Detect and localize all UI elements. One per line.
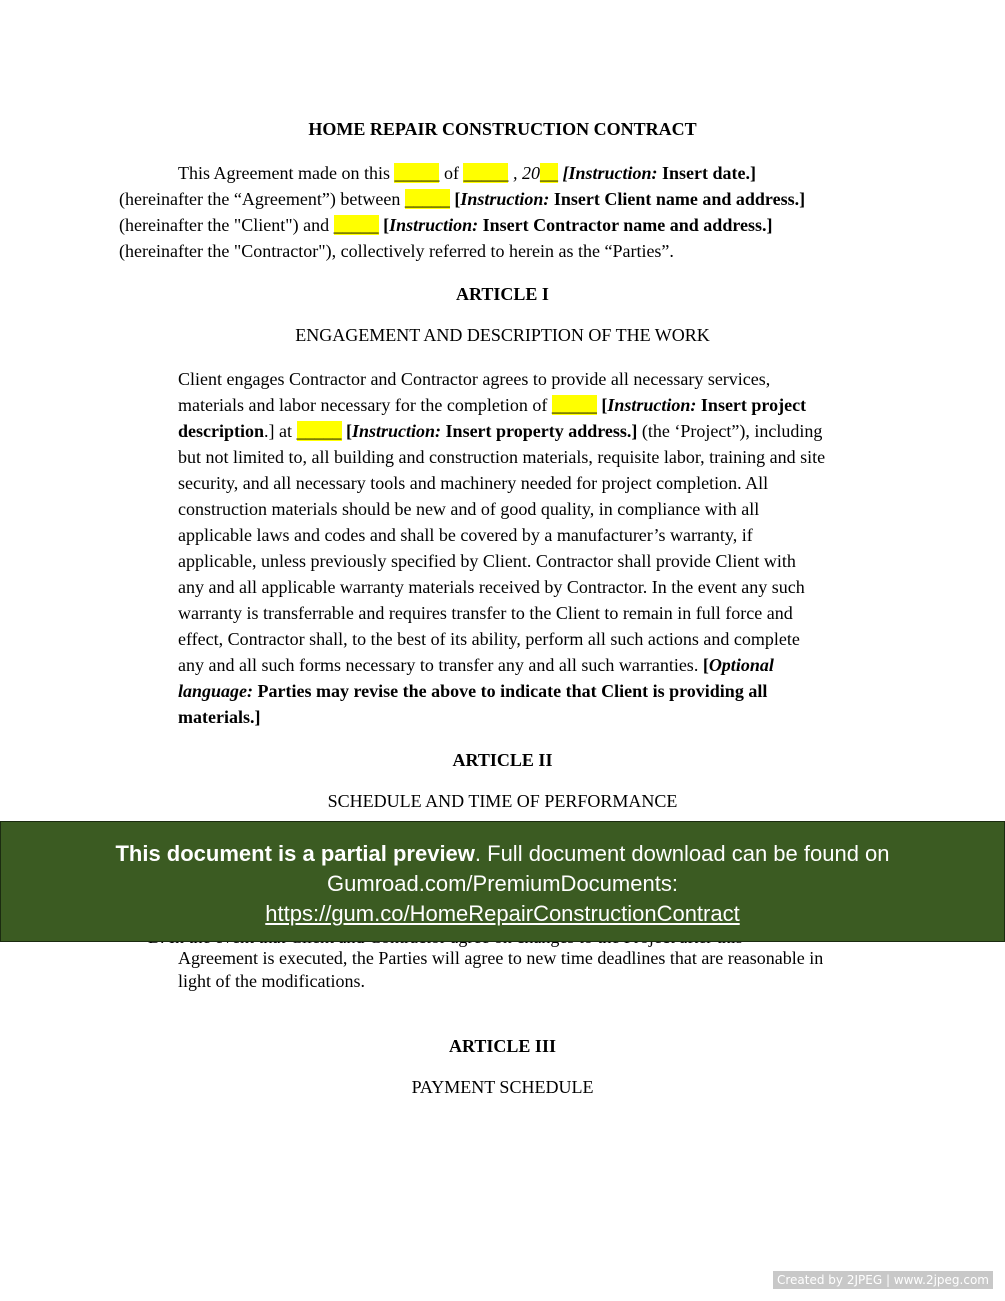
article-1-line-13: language: Parties may revise the above to indicate that Client is providing all — [178, 681, 768, 701]
client-blank[interactable]: _____ — [404, 189, 450, 209]
document-title: HOME REPAIR CONSTRUCTION CONTRACT — [308, 119, 697, 139]
article-3-heading: ARTICLE III — [449, 1036, 556, 1056]
article-1-line-9: any and all applicable warranty materials received by Contractor. In the event any such — [178, 577, 805, 597]
preview-banner — [0, 821, 1005, 942]
contractor-blank[interactable]: _____ — [333, 215, 379, 235]
article-1-line-6: construction materials should be new and of good quality, in compliance with all — [178, 499, 760, 519]
intro-line-3: (hereinafter the "Client") and _____ [Instruction: Insert Contractor name and address.] — [119, 215, 773, 235]
article-2-subheading: SCHEDULE AND TIME OF PERFORMANCE — [327, 791, 678, 811]
banner-line-1: This document is a partial preview. Full document download can be found on — [115, 841, 890, 866]
article-2-line-b: light of the modifications. — [178, 971, 365, 991]
intro-line-1: This Agreement made on this _____ of _____ , 20__ [Instruction: Insert date.] — [178, 163, 756, 183]
article-2-line-a: Agreement is executed, the Parties will agree to new time deadlines that are reasonable in — [178, 948, 824, 968]
month-blank[interactable]: _____ — [463, 163, 509, 183]
year-blank[interactable]: __ — [539, 163, 558, 183]
watermark-label: Created by 2JPEG | www.2jpeg.com — [773, 1271, 993, 1289]
article-1-line-8: applicable, unless previously specified by Client. Contractor shall provide Client with — [178, 551, 796, 571]
intro-line-4: (hereinafter the "Contractor"), collectively referred to herein as the “Parties”. — [119, 241, 674, 261]
article-1-line-12: any and all such forms necessary to transfer any and all such warranties. [Optional — [178, 655, 774, 675]
intro-line-2: (hereinafter the “Agreement”) between _____ [Instruction: Insert Client name and address.] — [119, 189, 806, 209]
download-link[interactable]: https://gum.co/HomeRepairConstructionContract — [265, 901, 740, 926]
article-1-line-5: security, and all necessary tools and machinery needed for project completion. All — [178, 473, 769, 493]
article-1-heading: ARTICLE I — [456, 284, 549, 304]
article-1-line-10: warranty is transferrable and requires transfer to the Client to remain in full force and — [178, 603, 793, 623]
property-blank[interactable]: _____ — [296, 421, 342, 441]
article-1-line-1: Client engages Contractor and Contractor agrees to provide all necessary services, — [178, 369, 771, 389]
article-1-line-11: effect, Contractor shall, to the best of its ability, perform all such actions and complete — [178, 629, 800, 649]
article-1-line-14: materials.] — [178, 707, 261, 727]
article-1-line-3: description.] at _____ [Instruction: Insert property address.] (the ‘Project”), including — [178, 421, 823, 441]
article-1-line-2: materials and labor necessary for the completion of _____ [Instruction: Insert project — [178, 395, 807, 415]
article-3-subheading: PAYMENT SCHEDULE — [411, 1077, 594, 1097]
article-1-subheading: ENGAGEMENT AND DESCRIPTION OF THE WORK — [295, 325, 710, 345]
article-2-heading: ARTICLE II — [452, 750, 553, 770]
banner-line-2: Gumroad.com/PremiumDocuments: — [327, 871, 678, 896]
article-1-line-7: applicable laws and codes and shall be covered by a manufacturer’s warranty, if — [178, 525, 753, 545]
day-blank[interactable]: _____ — [394, 163, 440, 183]
article-1-line-4: but not limited to, all building and construction materials, requisite labor, training and site — [178, 447, 826, 467]
project-blank[interactable]: _____ — [551, 395, 597, 415]
